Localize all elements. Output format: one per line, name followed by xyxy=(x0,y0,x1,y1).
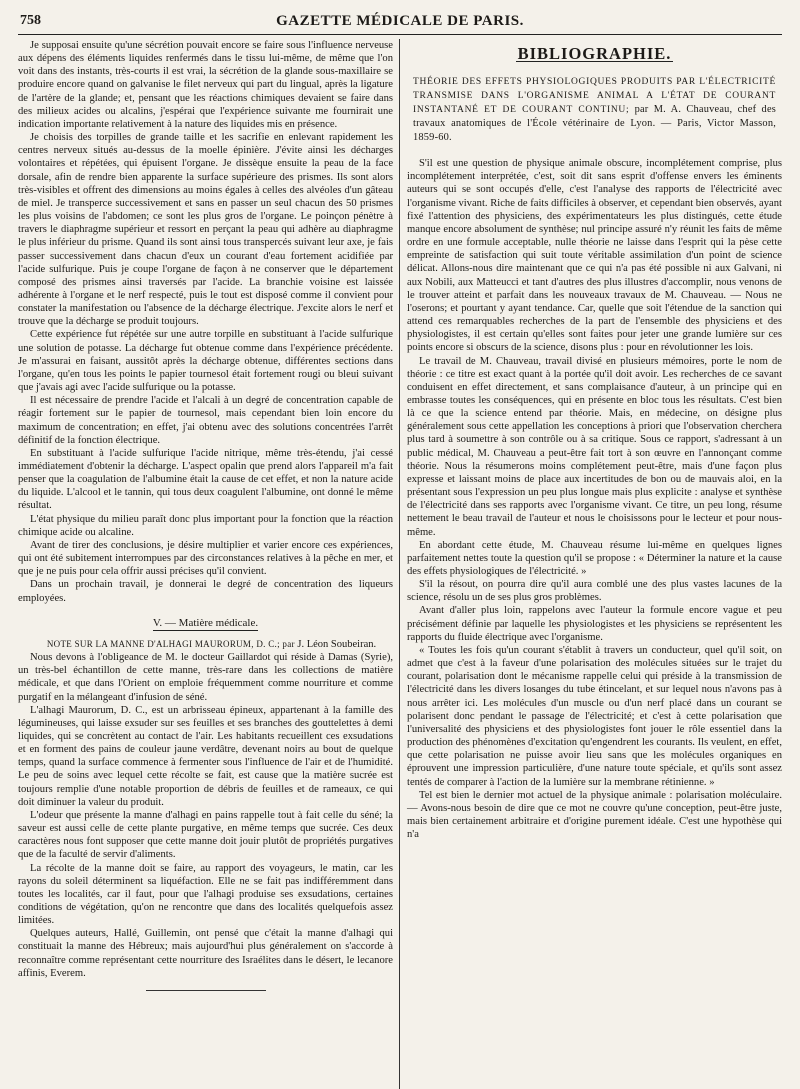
section-heading xyxy=(18,617,393,630)
paragraph: En abordant cette étude, M. Chauveau résume lui-même en quelques lignes parfaitement nettes toute la question qu'il se propose : « Déterminer la nature et la cause des effets physiologiques de l'électricité. » xyxy=(407,539,783,577)
paragraph: Il est nécessaire de prendre l'acide et l'alcali à un degré de concentration capable de réagir fortement sur le papier de tournesol, mais cependant bien loin encore du maximum de concentration; en effet, j'ai obtenu avec des solutions concentrées l'arrêt définitif de la fonction électrique. xyxy=(18,395,394,446)
paragraph: L'état physique du milieu paraît donc plus important pour la fonction que la réaction chimique acide ou alcaline. xyxy=(18,513,394,538)
paragraph: Le travail de M. Chauveau, travail divisé en plusieurs mémoires, porte le nom de théorie : ce titre est exact quant à la portée qu'il doit avoir. Les recherches de ce savant conduisent en effet directement, et sans complaisance d'auteur, à un principe qui en embrasse toutes les conséquences, qui en présente en bloc tous les résultats. C'est bien là ce que la science entend par théorie. Mais, en médecine, on désigne plus généralement sous cette appellation les conceptions à priori que l'observation cherchera plus tard à soumettre à son contrôle ou à sa critique. Sous ce rapport, s'adressant à un public médical, M. Chauveau a peut-être fait tort à son œuvre en l'annonçant comme théorie. Nous la résumerons moins complétement peut-être, mais d'une façon plus expresse et laissant moins de place aux incertitudes de bon ou de mauvais aloi, en la présentant sous l'expression un peu plus longue mais plus explicite : analyse et synthèse de l'électricité dans ses rapports avec l'organisme vivant. Ce titre, un peu long, résume nettement le beau travail de l'auteur et nous le choisissons pour le lecteur et pour nous-même. xyxy=(407,355,783,538)
paragraph: « Toutes les fois qu'un courant s'établit à travers un conducteur, quel qu'il soit, on admet que c'est à la faveur d'une polarisation des molécules situées sur le trajet du courant, polarisation dont le mécanisme rappelle celui qui préside à la transmission de l'électricité dans les divers losanges du tube étincelant, et sur lequel nous n'avons pas à nous arrêter ici. Les molécules d'un muscle ou d'un nerf placé dans un courant se polarisent donc pendant le passage de l'électricité; et c'est à cette polarisation que l'universalité des physiciens et des physiologistes font jouer le rôle essentiel dans la production des phénomènes d'excitation qu'engendrent les courants. Ils veulent, en effet, que cette polarisation ne puisse avoir lieu sans que les molécules organiques en éprouvent une impression particulière, d'une nature toute spéciale, et qu'ils sont assez tentés de comparer à l'action de la lumière sur la membrane rétinienne. » xyxy=(407,644,783,788)
book-reference xyxy=(407,75,782,145)
section-heading-text: V. — Matière médicale. xyxy=(152,616,259,629)
paragraph: Nous devons à l'obligeance de M. le docteur Gaillardot qui réside à Damas (Syrie), un très-bel échantillon de cette manne, très-rare dans les collections de matière médicale, et que dans l'Orient on emploie fréquemment comme nourriture et comme purgatif en la mélangeant d'infusion de séné. xyxy=(18,652,394,703)
book-author: par M. A. Chauveau, chef des travaux anatomiques de l'École vétérinaire de Lyon. — Paris, Victor Masson, 1859-60. xyxy=(413,104,777,144)
paragraph: Avant de tirer des conclusions, je désire multiplier et varier encore ces expériences, qui ont été subitement interrompues par des circonstances relatives à la pêche en mer, et que je ne puis pour cela offrir aussi précises qu'il convient. xyxy=(18,539,394,578)
end-rule xyxy=(146,990,266,991)
book-title: THÉORIE DES EFFETS PHYSIOLOGIQUES PRODUITS PAR L'ÉLECTRICITÉ TRANSMISE DANS L'ORGANISME ANIMAL A L'ÉTAT DE COURANT INSTANTANÉ ET DE COURANT CONTINU; xyxy=(413,77,777,116)
paragraph: Cette expérience fut répétée sur une autre torpille en substituant à l'acide sulfurique une solution de potasse. La décharge fut obtenue comme dans l'expérience précédente. Je m'assurai en faisant, aussitôt après la décharge obtenue, différentes sections dans l'organe, qu'en tous les points le papier tournesol était fortement rougi ou bleui suivant que j'avais agi avec l'acide sulfurique ou la potasse. xyxy=(18,329,394,394)
paragraph: La récolte de la manne doit se faire, au rapport des voyageurs, le matin, car les rayons du soleil déterminent sa liquéfaction. Elle ne se fait pas indifféremment dans toutes les localités, car il faut, pour que l'alhagi produise ses exsudations, certaines conditions de végétation, qu'on ne rencontre que dans des localités quelquefois assez limitées. xyxy=(18,862,394,927)
paragraph: Avant d'aller plus loin, rappelons avec l'auteur la formule encore vague et peu précisément définie par laquelle les physiologistes et les physiciens se représentent les rapports du fluide électrique avec l'organisme. xyxy=(407,605,783,643)
paragraph: Je supposai ensuite qu'une sécrétion pouvait encore se faire sous l'influence nerveuse aux dépens des éléments liquides renfermés dans le tissu lui-même, de même que l'on voit dans des instants, très-courts il est vrai, la sécrétion de la glande sous-maxillaire se produire encore quand on galvanise le filet nerveux qui part du lingual, après la ligature de l'artère de la glande; et, pensant que les réactions chimiques devaient se faire dans des milieux acides ou alcalins, j'espérai que l'expérience suivante me fournirait une indication importante relativement à la nature des liquides mis en présence. xyxy=(18,40,394,130)
left-column xyxy=(18,39,399,1089)
bibliography-heading-text: BIBLIOGRAPHIE. xyxy=(517,44,672,63)
note-title xyxy=(18,638,393,651)
note-title-text: NOTE SUR LA MANNE D'ALHAGI MAURORUM, D. C.; par xyxy=(46,638,295,649)
paragraph: Quelques auteurs, Hallé, Guillemin, ont pensé que c'était la manne d'alhagi qui constituait la manne des Hébreux; mais aujourd'hui plus généralement on s'accorde à reconnaître comme représentant cette nourriture des Israélites dans le désert, le lecanore affinis, Everem. xyxy=(18,928,394,979)
paragraph: S'il est une question de physique animale obscure, incomplétement comprise, plus incomplétement interprétée, c'est, soit dit sans esprit d'offense envers les éminents auteurs qui se sont occupés d'elle, c'est l'analyse des rapports de l'électricité avec l'organisme vivant. Riche de faits difficiles à observer, et cependant bien observés, ayant fixé l'attention des physiciens, des expérimentateurs les plus distingués, cette étude manque encore absolument de synthèse; nul principe assuré n'y réunit les faits de même ordre en une formule acceptable, nulle théorie ne laisse dans l'esprit qui la pèse cette empreinte de satisfaction qui suit toute véritable assimilation d'un point de science délicat. Allons-nous dire maintenant que ce qui n'a pas été possible ni aux Galvani, ni aux Nobili, aux Matteucci et tant d'autres des plus illustres d'accomplir, nous venons de le trouver atteint et parfait dans les nouveaux travaux de M. Chauveau. — Nous ne l'oserons; et pourtant y ayant tendance. Car, quelle que soit l'étendue de la sanction qui attend ces remarquables recherches de la part de l'ensemble des physiciens et des physiologistes, il est certain qu'elles sont faites pour jeter une grande lumière sur ces points encore si obscurs de la science, disons plus : pour en révolutionner les lois. xyxy=(407,158,783,354)
paragraph: Je choisis des torpilles de grande taille et les sacrifie en enlevant rapidement les centres nerveux situés au-dessus de la moelle épinière. J'évite ainsi les décharges volontaires et répétées, qui épuisent l'organe. Je dissèque ensuite la peau de la face dorsale, afin de rendre bien apparente la surface supérieure des prismes. Ils sont alors très-visibles et offrent des dimensions au moins égales à celles des alvéoles d'un gâteau de miel. Je transperce successivement et sans en passer un seul chacun des 50 prismes les plus voisins de l'abdomen; ce sont les plus gros de l'organe. Le poinçon pénètre à travers le diaphragme supérieur et ressort en perçant la peau qui adhère au diaphragme le plus inférieur du prisme. Quand ils sont ainsi tous transpercés suivant leur axe, je fais passer successivement dans chacun d'eux un courant d'eau fortement acidifiée par l'acide sulfurique. Puis je coupe l'organe de façon à ne conserver que le département composé des prismes ainsi traversés par l'acide. La branchie voisine est laissée adhérente à l'organe et le nerf respecté, puis le tout est disposé comme il convient pour constater la manifestation ou l'absence de la décharge électrique. J'excite alors le nerf et trouve que la décharge se produit toujours. xyxy=(18,132,394,328)
paragraph: En substituant à l'acide sulfurique l'acide nitrique, même très-étendu, j'ai cessé immédiatement d'obtenir la décharge. L'aspect opalin que prend alors l'appareil m'a fait penser que la coagulation de l'albumine était la cause de cet effet, et non la nature acide du liquide. L'alcool et le tannin, qui tous deux coagulent l'albumine, ont donné le même résultat. xyxy=(18,447,394,512)
paragraph: L'odeur que présente la manne d'alhagi en pains rappelle tout à fait celle du séné; la saveur est aussi celle de cette plante purgative, en même temps que sucrée. Ces deux caractères nous font supposer que cette manne doit jouir plutôt de propriétés purgatives que de la faculté de servir d'aliments. xyxy=(18,809,394,861)
paragraph: Dans un prochain travail, je donnerai le degré de concentration des liqueurs employées. xyxy=(18,579,394,604)
note-author: J. Léon Soubeiran. xyxy=(297,638,377,650)
paragraph: L'alhagi Maurorum, D. C., est un arbrisseau épineux, appartenant à la famille des légumineuses, qui laisse exsuder sur ses feuilles et ses branches des gouttelettes à demi liquides, qui se concrètent au contact de l'air. Les habitants recueillent ces exsudations et en forment des pains de couleur jaune verdâtre, devenant noirs au bout de quelque temps, quand la surface commence à fermenter sous l'influence de l'air et de l'humidité. Le peu de soins avec lequel cette récolte se fait, est cause que la matière sucrée est toujours remplie d'une notable proportion de débris de feuilles et de rameaux, ce qui doit diminuer la valeur du produit. xyxy=(18,704,394,808)
running-head xyxy=(18,12,782,35)
page-number: 758 xyxy=(20,13,41,28)
paragraph: Tel est bien le dernier mot actuel de la physique animale : polarisation moléculaire. — Avons-nous besoin de dire que ce mot ne couvre qu'une conception, peut-être juste, mais bien certainement arbitraire et d'origine purement idéale. C'est une hypothèse qui n'a xyxy=(407,789,783,841)
bibliography-heading xyxy=(407,44,782,63)
two-column-body xyxy=(18,39,782,1089)
right-column xyxy=(400,39,782,1089)
journal-title: GAZETTE MÉDICALE DE PARIS. xyxy=(276,13,524,29)
paragraph: S'il la résout, on pourra dire qu'il aura comblé une des plus vastes lacunes de la science, résolu un de ses plus gros problèmes. xyxy=(407,579,783,604)
